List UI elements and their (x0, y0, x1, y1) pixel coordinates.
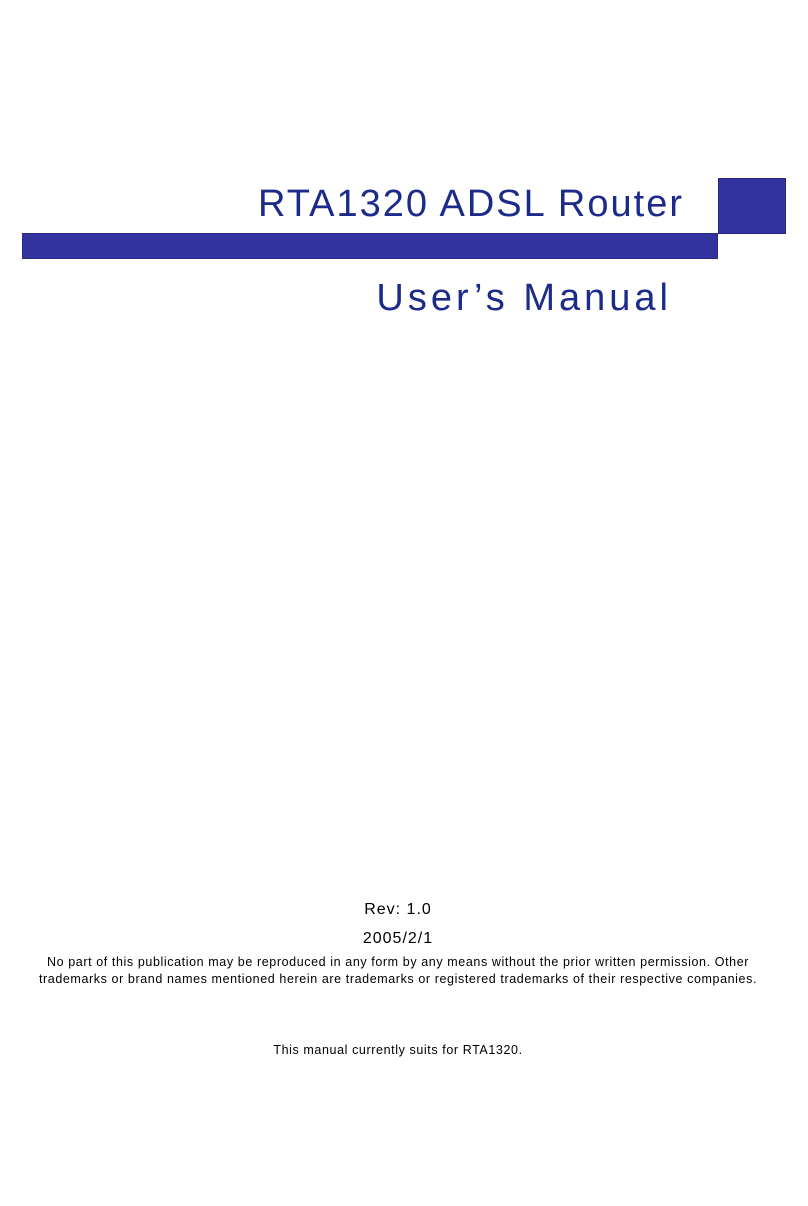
document-subtitle: User’s Manual (376, 277, 672, 319)
copyright-notice (20, 954, 776, 988)
decorative-title-bar (22, 233, 718, 259)
decorative-corner-block (718, 178, 786, 234)
revision-label: Rev: 1.0 (364, 901, 432, 918)
copyright-notice-line-1: No part of this publication may be reproduced in any form by any means without the prior written permission. Other (46, 955, 750, 969)
publication-date: 2005/2/1 (362, 930, 434, 947)
document-title: RTA1320 ADSL Router (258, 183, 684, 225)
applicability-statement: This manual currently suits for RTA1320. (273, 1043, 523, 1057)
copyright-notice-line-2: trademarks or brand names mentioned herein are trademarks or registered trademarks of their respective companies. (38, 972, 758, 986)
